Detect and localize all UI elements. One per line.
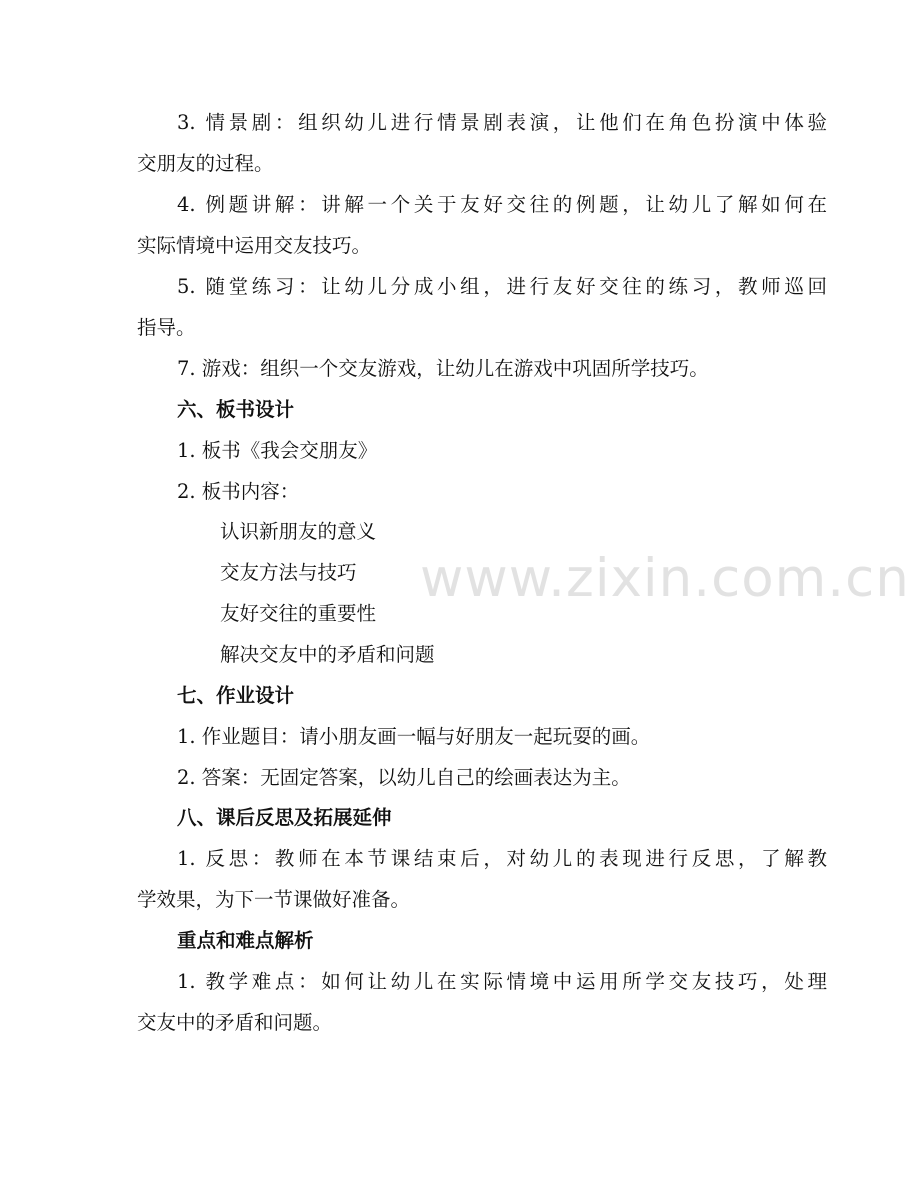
section-6-heading: 六、板书设计 xyxy=(177,398,295,421)
board-content-item: 认识新朋友的意义 xyxy=(220,520,377,543)
board-content-item: 友好交往的重要性 xyxy=(220,602,377,625)
item-5-line-1: 5. 随堂练习：让幼儿分成小组，进行友好交往的练习，教师巡回 xyxy=(177,275,827,298)
board-content-item: 解决交友中的矛盾和问题 xyxy=(220,643,435,666)
key-points-heading: 重点和难点解析 xyxy=(177,929,314,952)
section-8-item-1-line-1: 1. 反思：教师在本节课结束后，对幼儿的表现进行反思，了解教 xyxy=(177,847,827,870)
board-content-item: 交友方法与技巧 xyxy=(220,561,357,584)
item-3-line-2: 交朋友的过程。 xyxy=(137,152,274,175)
section-6-item-1: 1. 板书《我会交朋友》 xyxy=(177,439,378,462)
item-5-line-2: 指导。 xyxy=(137,316,196,339)
item-7: 7. 游戏：组织一个交友游戏，让幼儿在游戏中巩固所学技巧。 xyxy=(177,357,709,380)
section-6-item-2: 2. 板书内容： xyxy=(177,480,300,503)
item-3-line-1: 3. 情景剧：组织幼儿进行情景剧表演，让他们在角色扮演中体验 xyxy=(177,111,827,134)
watermark: www.zixin.com.cn xyxy=(420,548,910,609)
key-points-item-1-line-1: 1. 教学难点：如何让幼儿在实际情境中运用所学交友技巧，处理 xyxy=(177,970,827,993)
section-7-item-2: 2. 答案：无固定答案，以幼儿自己的绘画表达为主。 xyxy=(177,766,631,789)
item-4-line-1: 4. 例题讲解：讲解一个关于友好交往的例题，让幼儿了解如何在 xyxy=(177,193,827,216)
key-points-item-1-line-2: 交友中的矛盾和问题。 xyxy=(137,1011,333,1034)
item-4-line-2: 实际情境中运用交友技巧。 xyxy=(137,234,372,257)
section-7-heading: 七、作业设计 xyxy=(177,684,295,707)
section-8-heading: 八、课后反思及拓展延伸 xyxy=(177,806,392,829)
section-8-item-1-line-2: 学效果，为下一节课做好准备。 xyxy=(137,888,411,911)
section-7-item-1: 1. 作业题目：请小朋友画一幅与好朋友一起玩耍的画。 xyxy=(177,725,651,748)
